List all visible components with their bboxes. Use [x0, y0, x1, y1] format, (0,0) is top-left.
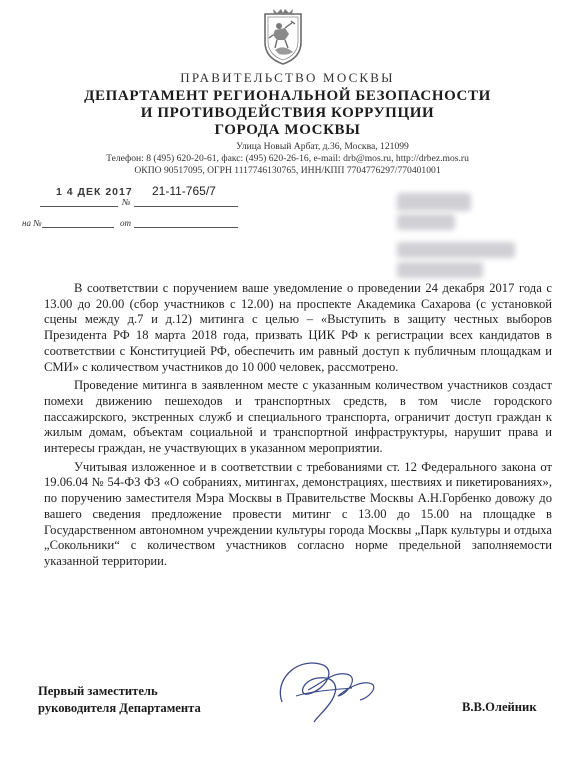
phone-line: Телефон: 8 (495) 620-20-61, факс: (495) 620-26-16, e-mail: drb@mos.ru, http://drbez.mos.ru — [106, 153, 469, 164]
redacted-addressee-1 — [397, 193, 471, 211]
handwritten-signature-icon — [268, 650, 388, 728]
letter-body — [44, 281, 552, 573]
from-label: от — [120, 218, 131, 228]
signatory-name: В.В.Олейник — [462, 700, 537, 714]
reference-underline — [42, 227, 114, 228]
moscow-coat-of-arms-icon — [261, 8, 305, 66]
signatory-title-line-1: Первый заместитель — [38, 684, 158, 698]
redacted-addressee-4 — [397, 262, 483, 278]
body-paragraph-1: В соответствии с поручением ваше уведомление о проведении 24 декабря 2017 года с 13.00 до 20.00 (сбор участников с 12.00) на проспекте Академика Сахарова (с установкой сцены между д.7 и д.12) митинга с целью – «Выступить в защиту честных выборов Президента РФ 18 марта 2018 года, призвать ЦИК РФ к регистрации всех кандидатов в соответствии с Конституцией РФ, обеспечить им равный доступ к публичным площадкам и СМИ» с количеством участников до 10 000 человек, рассмотрено. — [44, 281, 552, 374]
redacted-addressee-2 — [397, 214, 455, 230]
body-paragraph-3: Учитывая изложенное и в соответствии с требованиями ст. 12 Федерального закона от 19.06.04 № 54-ФЗ ФЗ «О собраниях, митингах, демонстрациях, шествиях и пикетированиях», по поручению заместителя Мэра Москвы в Правительстве Москвы А.Н.Горбенко довожу до вашего сведения предложение провести митинг с 13.00 до 15.00 на площадке в Государственном автономном учреждении культуры города Москвы „Парк культуры и отдыха „Сокольники“ с количеством участников согласно норме предельной заполняемости указанной территории. — [44, 459, 552, 568]
government-title: ПРАВИТЕЛЬСТВО МОСКВЫ — [180, 70, 395, 85]
from-underline — [134, 227, 238, 228]
department-line-2: И ПРОТИВОДЕЙСТВИЯ КОРРУПЦИИ — [140, 105, 435, 121]
registration-number: 21-11-765/7 — [152, 184, 216, 198]
department-line-1: ДЕПАРТАМЕНТ РЕГИОНАЛЬНОЙ БЕЗОПАСНОСТИ — [84, 88, 491, 104]
signatory-title — [38, 683, 201, 717]
redacted-addressee-3 — [397, 242, 515, 258]
registration-date-stamp: 1 4 ДЕК 2017 — [56, 186, 133, 198]
date-underline — [40, 206, 118, 207]
contact-block — [0, 141, 575, 177]
address-line: Улица Новый Арбат, д.36, Москва, 121099 — [236, 141, 409, 152]
number-label: № — [122, 197, 131, 207]
department-name — [0, 88, 575, 139]
number-underline — [134, 206, 238, 207]
reference-label: на № — [22, 218, 42, 228]
codes-line: ОКПО 90517095, ОГРН 1117746130765, ИНН/КПП 7704776297/770401001 — [134, 165, 441, 176]
department-line-3: ГОРОДА МОСКВЫ — [214, 122, 361, 138]
signatory-title-line-2: руководителя Департамента — [38, 701, 201, 715]
body-paragraph-2: Проведение митинга в заявленном месте с указанным количеством участников создаст помехи движению пешеходов и транспортных средств, в том числе городского пассажирского, экстренных служб и специального транспорта, ограничит доступ граждан к жилым домам, объектам социальной и транспортной инфраструктуры, нарушит права и интересы граждан, не участвующих в указанном мероприятии. — [44, 378, 552, 456]
